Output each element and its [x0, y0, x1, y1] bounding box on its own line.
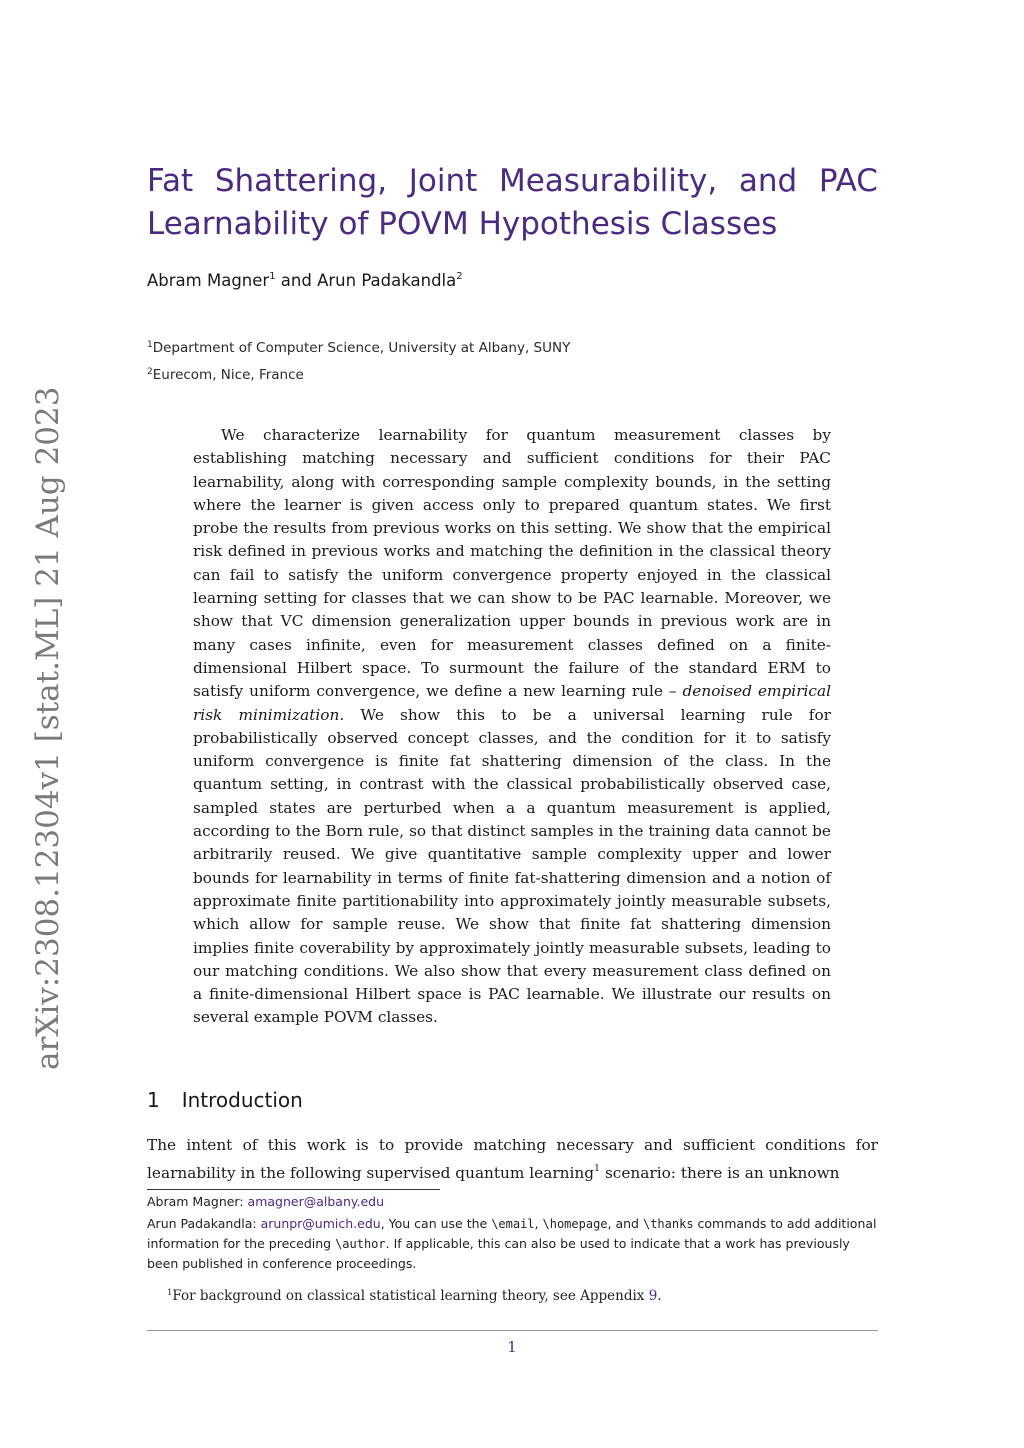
section-title: Introduction: [181, 1088, 303, 1112]
title-word: Fat: [147, 163, 194, 199]
affiliation-text: Department of Computer Science, University at Albany, SUNY: [152, 340, 571, 356]
latex-command: \email: [491, 1217, 535, 1231]
title-word: Measurability,: [498, 163, 718, 199]
section-heading: [147, 1088, 303, 1112]
latex-command: \homepage: [542, 1217, 608, 1231]
appendix-link[interactable]: 9: [648, 1288, 658, 1304]
arxiv-identifier: arXiv:2308.12304v1 [stat.ML] 21 Aug 2023: [30, 386, 66, 1070]
title-line-1: [147, 160, 878, 203]
author-footnotes: [147, 1192, 878, 1276]
footnote-mark: 1: [167, 1288, 173, 1298]
intro-paragraph: [147, 1134, 878, 1186]
email-link[interactable]: arunpr@umich.edu: [260, 1216, 381, 1231]
author-separator: and: [275, 271, 318, 290]
abstract-text: We characterize learnability for quantum measurement classes by establishing matching necessary and sufficient conditions for their PAC learnability, along with corresponding sample complexity bounds, in the setting where the learner is given access only to prepared quantum states. We first probe the results from previous works on this setting. We show that the empirical risk defined in previous works and matching the definition in the classical theory can fail to satisfy the uniform convergence property enjoyed in the classical learning setting for classes that we can show to be PAC learnable. Moreover, we show that VC dimension generalization upper bounds in previous work are in many cases infinite, even for measurement classes defined on a finite-dimensional Hilbert space. To surmount the failure of the standard ERM to satisfy uniform convergence, we define a new learning rule –: [193, 426, 831, 701]
abstract: [193, 424, 831, 1030]
author-name: Arun Padakandla: [317, 271, 457, 290]
latex-command: \author: [335, 1237, 386, 1251]
footnote-text: For background on classical statistical learning theory, see Appendix: [172, 1288, 649, 1304]
footnote-text: . If applicable, this can also be used to indicate that a work has previously been published in conference proceedings.: [147, 1236, 850, 1271]
footnote-text: .: [657, 1288, 662, 1304]
affiliation: [147, 333, 570, 360]
title-word: and: [738, 163, 798, 199]
author-name: Abram Magner: [147, 271, 270, 290]
abstract-emphasis: denoised empirical risk minimization: [193, 682, 831, 724]
affiliation-mark: 1: [147, 340, 153, 350]
title-line-2: Learnability of POVM Hypothesis Classes: [147, 206, 778, 242]
page-number: 1: [507, 1338, 517, 1356]
intro-text: scenario: there is an unknown: [600, 1164, 840, 1183]
author-footnote: [147, 1214, 878, 1273]
footnote-rule: [147, 1189, 440, 1190]
footnote-text: commands to add additional information for the preceding: [147, 1216, 877, 1251]
intro-text: The intent of this work is to provide matching necessary and sufficient conditions for learnability in the following supervised quantum learning: [147, 1136, 878, 1183]
footnote-text: , and: [607, 1216, 643, 1231]
author-affiliation-mark: 2: [456, 271, 463, 282]
affiliation: [147, 360, 570, 387]
affiliation-text: Eurecom, Nice, France: [152, 367, 304, 383]
author-footnote: [147, 1192, 878, 1211]
email-link[interactable]: amagner@albany.edu: [247, 1194, 384, 1209]
section-number: 1: [147, 1088, 160, 1112]
latex-command: \thanks: [642, 1217, 694, 1231]
page-rule: [147, 1330, 878, 1331]
footnote-text: , You can use the: [380, 1216, 492, 1231]
footnote-1: [167, 1288, 662, 1304]
affiliations: [147, 333, 570, 387]
footnote-mark[interactable]: 1: [594, 1163, 601, 1175]
title-word: Shattering,: [214, 163, 388, 199]
paper-title: [147, 160, 878, 246]
affiliation-mark: 2: [147, 367, 153, 377]
author-list: [147, 271, 463, 290]
author-affiliation-mark: 1: [269, 271, 276, 282]
footnote-label: Abram Magner:: [147, 1194, 248, 1209]
title-word: PAC: [818, 163, 878, 199]
abstract-text: . We show this to be a universal learning rule for probabilistically observed concept classes, and the condition for it to satisfy uniform convergence is finite fat shattering dimension of the class. In the quantum setting, in contrast with the classical probabilistically observed case, sampled states are perturbed when a a quantum measurement is applied, according to the Born rule, so that distinct samples in the training data cannot be arbitrarily reused. We give quantitative sample complexity upper and lower bounds for learnability in terms of finite fat-shattering dimension and a notion of approximate finite partitionability into approximately jointly measurable subsets, which allow for sample reuse. We show that finite fat shattering dimension implies finite coverability by approximately jointly measurable subsets, leading to our matching conditions. We also show that every measurement class defined on a finite-dimensional Hilbert space is PAC learnable. We illustrate our results on several example POVM classes.: [193, 705, 831, 1027]
footnote-text: ,: [534, 1216, 543, 1231]
footnote-label: Arun Padakandla:: [147, 1216, 261, 1231]
title-word: Joint: [408, 163, 478, 199]
